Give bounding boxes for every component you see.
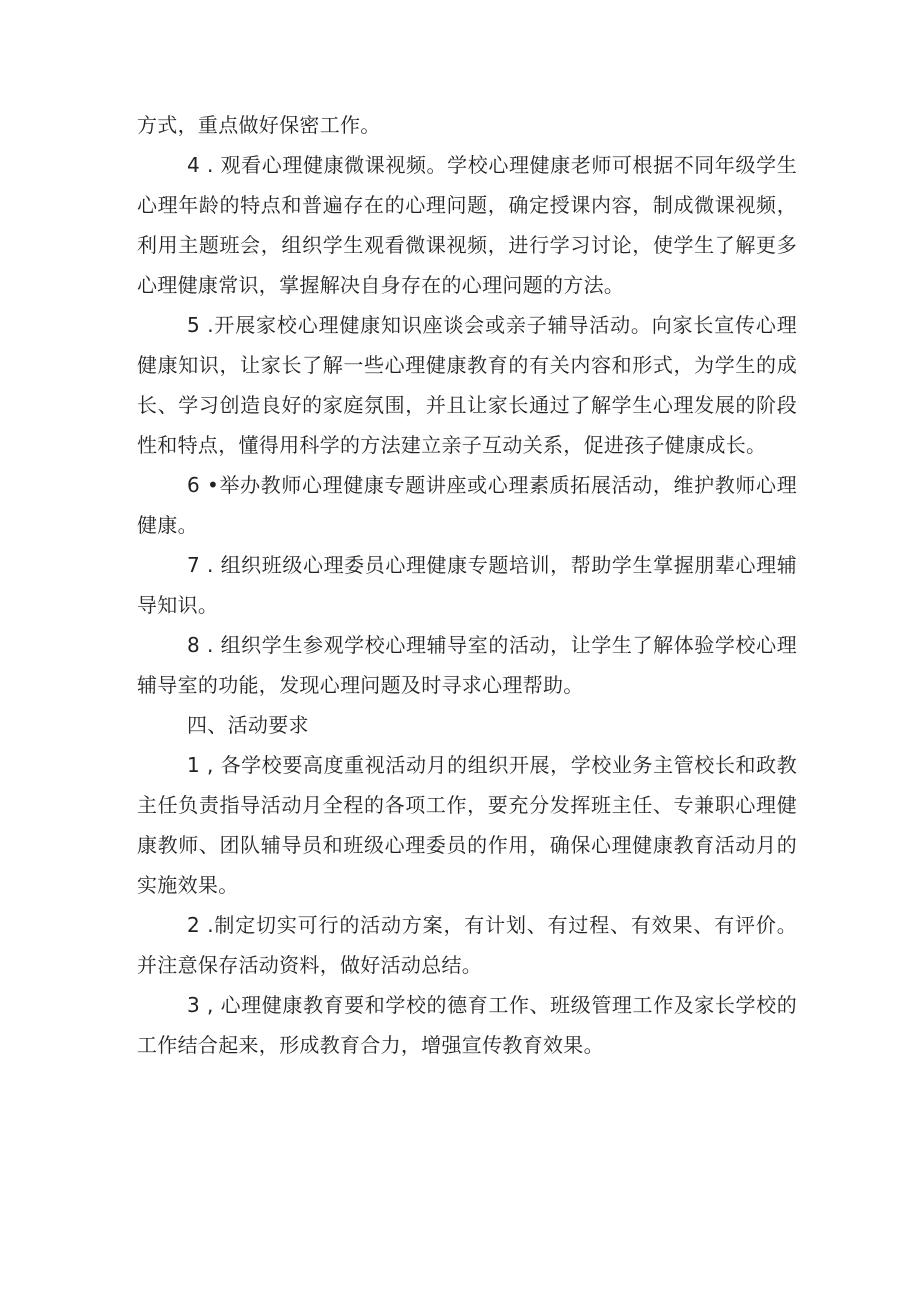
document-body: [137, 105, 797, 1065]
section-heading: 四、活动要求: [187, 713, 309, 737]
paragraph-item-6: 6 •举办教师心理健康专题讲座或心理素质拓展活动，维护教师心理健康。: [137, 473, 797, 537]
paragraph-item-8: 8 . 组织学生参观学校心理辅导室的活动，让学生了解体验学校心理辅导室的功能，发现心理问题及时寻求心理帮助。: [137, 633, 797, 697]
paragraph-continuation: 方式，重点做好保密工作。: [137, 113, 381, 137]
paragraph-item-5: 5 .开展家校心理健康知识座谈会或亲子辅导活动。向家长宣传心理健康知识，让家长了解一些心理健康教育的有关内容和形式，为学生的成长、学习创造良好的家庭氛围，并且让家长通过了解学生心理发展的阶段性和特点，懂得用科学的方法建立亲子互动关系，促进孩子健康成长。: [137, 313, 797, 457]
paragraph-item-7: 7 . 组织班级心理委员心理健康专题培训，帮助学生掌握朋辈心理辅导知识。: [137, 553, 797, 617]
requirement-item-1: 1 , 各学校要高度重视活动月的组织开展，学校业务主管校长和政教主任负责指导活动月全程的各项工作，要充分发挥班主任、专兼职心理健康教师、团队辅导员和班级心理委员的作用，确保心理健康教育活动月的实施效果。: [137, 753, 797, 897]
requirement-item-3: 3 , 心理健康教育要和学校的德育工作、班级管理工作及家长学校的工作结合起来，形成教育合力，增强宣传教育效果。: [137, 993, 797, 1057]
paragraph-item-4: 4 . 观看心理健康微课视频。学校心理健康老师可根据不同年级学生心理年龄的特点和普遍存在的心理问题，确定授课内容，制成微课视频，利用主题班会，组织学生观看微课视频，进行学习讨论，使学生了解更多心理健康常识，掌握解决自身存在的心理问题的方法。: [137, 153, 797, 297]
requirement-item-2: 2 .制定切实可行的活动方案，有计划、有过程、有效果、有评价。并注意保存活动资料，做好活动总结。: [137, 913, 797, 977]
